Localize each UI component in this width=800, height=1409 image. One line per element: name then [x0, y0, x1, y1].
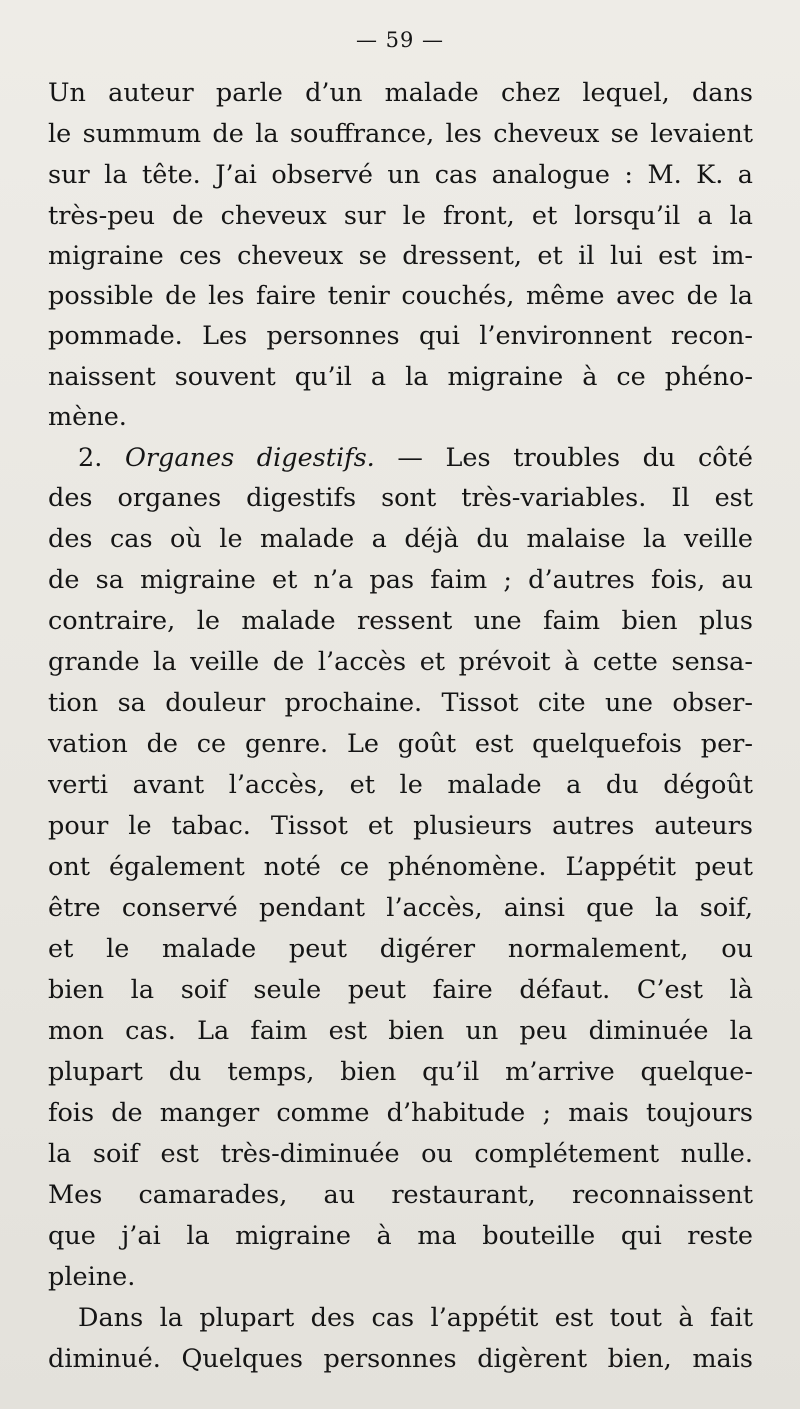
text-line: Un auteur parle d’un malade chez lequel, dans: [48, 78, 753, 108]
text-line: ont également noté ce phénomène. L’appétit peut: [48, 852, 753, 882]
text-line: que j’ai la migraine à ma bouteille qui reste: [48, 1221, 753, 1251]
text-line: grande la veille de l’accès et prévoit à cette sensa-: [48, 647, 753, 677]
text-line: vation de ce genre. Le goût est quelquefois per-: [48, 729, 753, 759]
text-line: très-peu de cheveux sur le front, et lorsqu’il a la: [48, 201, 753, 231]
text-line: bien la soif seule peut faire défaut. C’est là: [48, 975, 753, 1005]
text-line: pour le tabac. Tissot et plusieurs autres auteurs: [48, 811, 753, 841]
text-line: des cas où le malade a déjà du malaise la veille: [48, 524, 753, 554]
text-line: et le malade peut digérer normalement, ou: [48, 934, 753, 964]
text-line: le summum de la souffrance, les cheveux se levaient: [48, 119, 753, 149]
text-line: diminué. Quelques personnes digèrent bien, mais: [48, 1344, 753, 1374]
text-line: possible de les faire tenir couchés, même avec de la: [48, 281, 753, 311]
text-line: fois de manger comme d’habitude ; mais toujours: [48, 1098, 753, 1128]
text-line: Mes camarades, au restaurant, reconnaissent: [48, 1180, 753, 1210]
text-line: de sa migraine et n’a pas faim ; d’autres fois, au: [48, 565, 753, 595]
text-line: pommade. Les personnes qui l’environnent recon-: [48, 321, 753, 351]
text-line: la soif est très-diminuée ou complétement nulle.: [48, 1139, 753, 1169]
text-line: verti avant l’accès, et le malade a du dégoût: [48, 770, 753, 800]
text-line: migraine ces cheveux se dressent, et il lui est im-: [48, 241, 753, 271]
section-title: Organes digestifs.: [124, 443, 375, 473]
text-line: pleine.: [48, 1262, 136, 1292]
text-line: naissent souvent qu’il a la migraine à ce phéno-: [48, 362, 753, 392]
text-line: plupart du temps, bien qu’il m’arrive quelque-: [48, 1057, 753, 1087]
text-line: tion sa douleur prochaine. Tissot cite une obser-: [48, 688, 753, 718]
section-number: 2.: [78, 443, 103, 473]
section-heading-rest: — Les troubles du côté: [374, 443, 754, 473]
text-line: être conservé pendant l’accès, ainsi que la soif,: [48, 893, 753, 923]
text-line: contraire, le malade ressent une faim bien plus: [48, 606, 753, 636]
text-line: Dans la plupart des cas l’appétit est tout à fait: [78, 1303, 753, 1333]
text-line: des organes digestifs sont très-variables. Il est: [48, 483, 753, 513]
text-line: mon cas. La faim est bien un peu diminuée la: [48, 1016, 753, 1046]
text-line: sur la tête. J’ai observé un cas analogue : M. K. a: [48, 160, 753, 190]
section-heading-line: [78, 438, 753, 479]
text-line: mène.: [48, 402, 127, 432]
page-number: — 59 —: [355, 28, 445, 52]
